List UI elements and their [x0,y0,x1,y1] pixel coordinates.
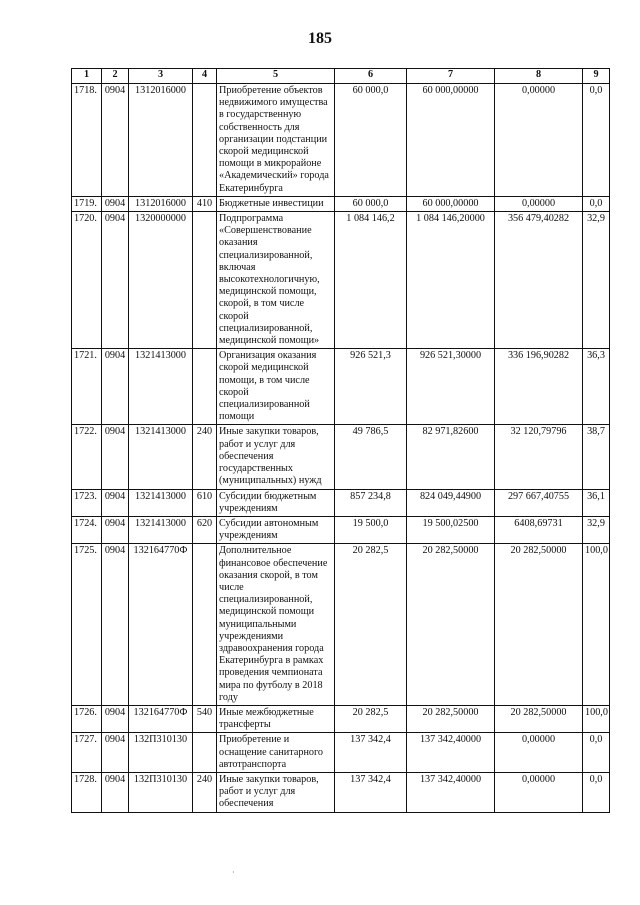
table-row [72,544,610,706]
approved-amount: 19 500,0 [335,516,407,543]
row-number: 1719. [72,196,102,211]
header-cell-3: 3 [129,69,193,84]
executed-amount: 0,00000 [495,84,583,197]
execution-percent: 36,3 [583,349,610,425]
expense-type [193,212,217,349]
revised-amount: 137 342,40000 [407,733,495,773]
target-code: 1320000000 [129,212,193,349]
expense-type: 240 [193,425,217,489]
item-name: Субсидии бюджетным учреждениям [217,489,335,516]
header-cell-6: 6 [335,69,407,84]
approved-amount: 1 084 146,2 [335,212,407,349]
header-cell-2: 2 [102,69,129,84]
item-name: Субсидии автономным учреждениям [217,516,335,543]
revised-amount: 60 000,00000 [407,84,495,197]
table-row [72,489,610,516]
executed-amount: 20 282,50000 [495,705,583,732]
section-code: 0904 [102,516,129,543]
section-code: 0904 [102,425,129,489]
table-row [72,733,610,773]
execution-percent: 36,1 [583,489,610,516]
executed-amount: 20 282,50000 [495,544,583,706]
row-number: 1718. [72,84,102,197]
revised-amount: 137 342,40000 [407,772,495,812]
row-number: 1725. [72,544,102,706]
target-code: 1312016000 [129,84,193,197]
row-number: 1727. [72,733,102,773]
revised-amount: 20 282,50000 [407,705,495,732]
executed-amount: 6408,69731 [495,516,583,543]
item-name: Организация оказания скорой медицинской помощи, в том числе скорой специализированной помощи [217,349,335,425]
header-cell-7: 7 [407,69,495,84]
item-name: Иные межбюджетные трансферты [217,705,335,732]
target-code: 132П310130 [129,772,193,812]
item-name: Бюджетные инвестиции [217,196,335,211]
revised-amount: 1 084 146,20000 [407,212,495,349]
approved-amount: 60 000,0 [335,196,407,211]
header-cell-8: 8 [495,69,583,84]
approved-amount: 20 282,5 [335,544,407,706]
expense-type: 540 [193,705,217,732]
item-name: Дополнительное финансовое обеспечение оказания скорой, в том числе специализированной, медицинской помощи муниципальными учреждениями здравоохранения города Екатеринбурга в рамках проведения чемпионата мира по футболу в 2018 году [217,544,335,706]
table-row [72,772,610,812]
execution-percent: 0,0 [583,772,610,812]
target-code: 132164770Ф [129,544,193,706]
section-code: 0904 [102,349,129,425]
approved-amount: 926 521,3 [335,349,407,425]
section-code: 0904 [102,196,129,211]
expense-type [193,84,217,197]
section-code: 0904 [102,212,129,349]
header-row [72,69,610,84]
execution-percent: 0,0 [583,196,610,211]
header-cell-5: 5 [217,69,335,84]
row-number: 1726. [72,705,102,732]
revised-amount: 60 000,00000 [407,196,495,211]
executed-amount: 356 479,40282 [495,212,583,349]
section-code: 0904 [102,84,129,197]
approved-amount: 49 786,5 [335,425,407,489]
target-code: 1321413000 [129,516,193,543]
revised-amount: 926 521,30000 [407,349,495,425]
item-name: Приобретение и оснащение санитарного автотранспорта [217,733,335,773]
approved-amount: 60 000,0 [335,84,407,197]
execution-percent: 32,9 [583,212,610,349]
executed-amount: 336 196,90282 [495,349,583,425]
row-number: 1720. [72,212,102,349]
section-code: 0904 [102,733,129,773]
row-number: 1723. [72,489,102,516]
budget-table [71,68,610,813]
expense-type: 240 [193,772,217,812]
execution-percent: 38,7 [583,425,610,489]
approved-amount: 137 342,4 [335,772,407,812]
table-row [72,425,610,489]
row-number: 1724. [72,516,102,543]
item-name: Иные закупки товаров, работ и услуг для обеспечения [217,772,335,812]
executed-amount: 0,00000 [495,772,583,812]
table-row [72,212,610,349]
executed-amount: 0,00000 [495,733,583,773]
expense-type: 620 [193,516,217,543]
section-code: 0904 [102,544,129,706]
executed-amount: 32 120,79796 [495,425,583,489]
header-cell-9: 9 [583,69,610,84]
approved-amount: 857 234,8 [335,489,407,516]
target-code: 1321413000 [129,425,193,489]
expense-type: 410 [193,196,217,211]
revised-amount: 82 971,82600 [407,425,495,489]
table-body [72,84,610,813]
target-code: 132164770Ф [129,705,193,732]
execution-percent: 100,0 [583,705,610,732]
target-code: 1312016000 [129,196,193,211]
expense-type [193,733,217,773]
table-row [72,516,610,543]
executed-amount: 297 667,40755 [495,489,583,516]
executed-amount: 0,00000 [495,196,583,211]
row-number: 1728. [72,772,102,812]
header-cell-1: 1 [72,69,102,84]
execution-percent: 0,0 [583,733,610,773]
header-cell-4: 4 [193,69,217,84]
section-code: 0904 [102,489,129,516]
table-row [72,84,610,197]
table-row [72,705,610,732]
target-code: 1321413000 [129,349,193,425]
section-code: 0904 [102,772,129,812]
revised-amount: 20 282,50000 [407,544,495,706]
execution-percent: 100,0 [583,544,610,706]
expense-type: 610 [193,489,217,516]
expense-type [193,349,217,425]
row-number: 1722. [72,425,102,489]
item-name: Приобретение объектов недвижимого имущества в государственную собственность для организации подстанции скорой медицинской помощи в микрорайоне «Академический» города Екатеринбурга [217,84,335,197]
item-name: Иные закупки товаров, работ и услуг для обеспечения государственных (муниципальных) нужд [217,425,335,489]
table-row [72,196,610,211]
target-code: 1321413000 [129,489,193,516]
execution-percent: 32,9 [583,516,610,543]
execution-percent: 0,0 [583,84,610,197]
page-number: 185 [308,30,332,47]
approved-amount: 20 282,5 [335,705,407,732]
target-code: 132П310130 [129,733,193,773]
expense-type [193,544,217,706]
revised-amount: 824 049,44900 [407,489,495,516]
section-code: 0904 [102,705,129,732]
revised-amount: 19 500,02500 [407,516,495,543]
approved-amount: 137 342,4 [335,733,407,773]
item-name: Подпрограмма «Совершенствование оказания специализированной, включая высокотехнологичную, медицинской помощи, скорой, в том числе скорой специализированной, медицинской помощи» [217,212,335,349]
stray-mark: · [232,868,235,877]
row-number: 1721. [72,349,102,425]
table-row [72,349,610,425]
